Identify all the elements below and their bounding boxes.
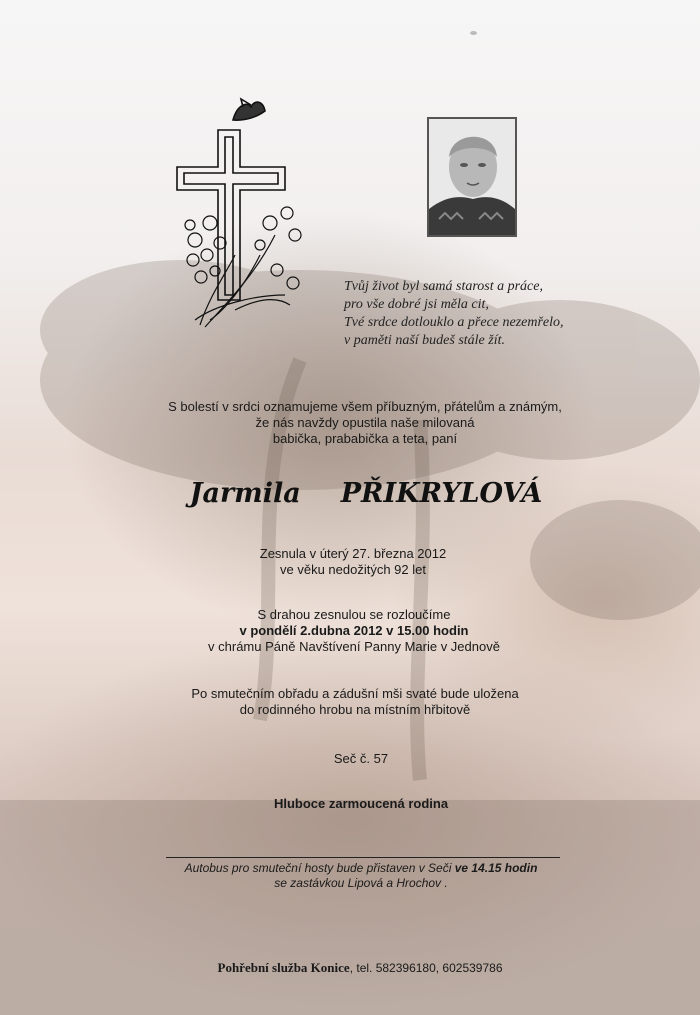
death-info: [3, 546, 700, 578]
burial-line: do rodinného hrobu na místním hřbitově: [239, 702, 471, 717]
announcement-line: že nás navždy opustila naše milovaná: [255, 415, 475, 430]
verse-line: Tvé srdce dotlouklo a přece nezemřelo,: [344, 315, 564, 330]
announcement-line: babička, prababička a teta, paní: [272, 431, 458, 446]
announcement-text: [15, 399, 700, 447]
portrait-image: [429, 119, 515, 235]
verse-line: pro vše dobré jsi měla cit,: [344, 297, 489, 312]
burial-info: [5, 686, 700, 718]
burial-line: Po smutečním obřadu a zádušní mši svaté bude uložena: [191, 686, 519, 701]
footer: [10, 960, 700, 976]
bus-line-2: se zastávkou Lipová a Hrochov .: [274, 876, 448, 890]
verse-line: v paměti naší budeš stále žít.: [344, 333, 505, 348]
farewell-info: [4, 607, 700, 655]
deceased-first-name: Jarmila: [189, 478, 301, 509]
bus-time: ve 14.15 hodin: [454, 861, 538, 875]
death-date: Zesnula v úterý 27. března 2012: [259, 546, 447, 561]
farewell-intro: S drahou zesnulou se rozloučíme: [257, 607, 451, 622]
verse-line: Tvůj život byl samá starost a práce,: [344, 279, 543, 294]
address: Seč č. 57: [333, 751, 389, 766]
bus-text: Autobus pro smuteční hosty bude přistaven v Seči: [184, 861, 452, 875]
bus-line-1: [11, 861, 700, 876]
divider: [166, 857, 560, 858]
portrait-photo: [427, 117, 517, 237]
farewell-datetime: v pondělí 2.dubna 2012 v 15.00 hodin: [239, 623, 469, 638]
farewell-place: v chrámu Páně Navštívení Panny Marie v Jednově: [208, 639, 500, 654]
speck: [470, 31, 477, 35]
family-signature: Hluboce zarmoucená rodina: [273, 796, 449, 811]
funeral-service-contact: , tel. 582396180, 602539786: [349, 961, 503, 975]
announcement-line: S bolestí v srdci oznamujeme všem příbuzným, přátelům a známým,: [168, 399, 562, 414]
cross-with-dove-and-flowers-icon: [165, 95, 325, 330]
bus-info: [11, 861, 700, 891]
deceased-last-name: PŘIKRYLOVÁ: [340, 478, 543, 509]
funeral-service-name: Pohřební služba Konice: [217, 960, 350, 975]
death-age: ve věku nedožitých 92 let: [280, 562, 426, 577]
memorial-verse: [344, 278, 564, 350]
deceased-name: [16, 478, 700, 509]
